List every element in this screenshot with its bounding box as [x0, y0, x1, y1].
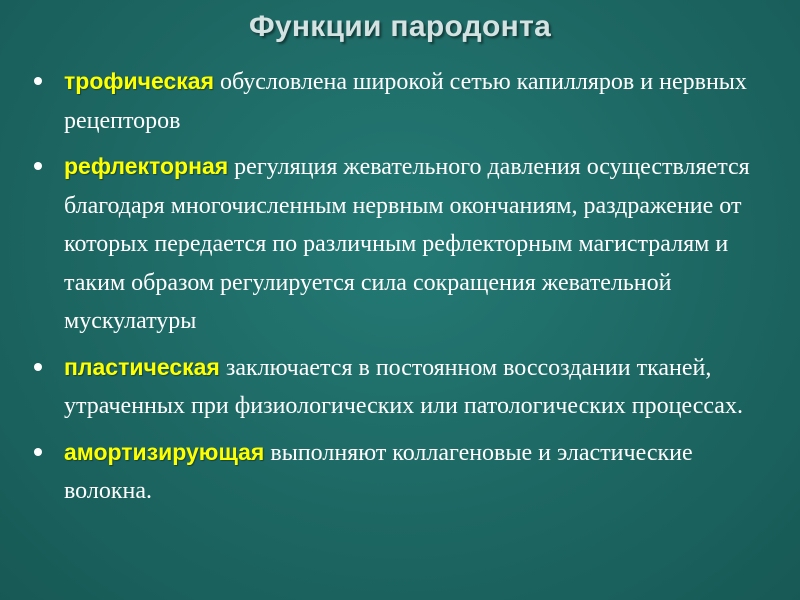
bullet-term: трофическая — [64, 68, 214, 94]
bullet-dot-icon — [34, 448, 42, 456]
bullet-term: рефлекторная — [64, 153, 229, 179]
bullet-term: пластическая — [64, 353, 220, 380]
bullet-item-shock-absorbing — [30, 433, 765, 511]
bullet-text: обусловлена широкой сетью капилляров и нервных рецепторов — [64, 69, 747, 134]
bullet-item-reflex — [30, 147, 765, 341]
bullet-dot-icon — [34, 363, 42, 371]
bullet-dot-icon — [34, 162, 42, 170]
bullet-text: выполняют коллагеновые и эластические волокна. — [64, 439, 693, 504]
bullet-item-plastic — [30, 348, 765, 426]
bullet-text: регуляция жевательного давления осуществляется благодаря многочисленным нервным окончаниям, раздражение от которых передается по различным рефлекторным магистралям и таким образом регулируется сила сокращения жевательной мускулатуры — [64, 154, 750, 334]
bullet-text: заключается в постоянном воссоздании тканей, утраченных при физиологических или патологических процессах. — [64, 354, 743, 419]
bullet-dot-icon — [34, 77, 42, 85]
bullet-term: амортизирующая — [64, 438, 265, 465]
bullet-item-trophic — [30, 62, 765, 140]
bullet-list — [30, 62, 765, 518]
slide-title: Функции пародонта — [248, 10, 552, 43]
